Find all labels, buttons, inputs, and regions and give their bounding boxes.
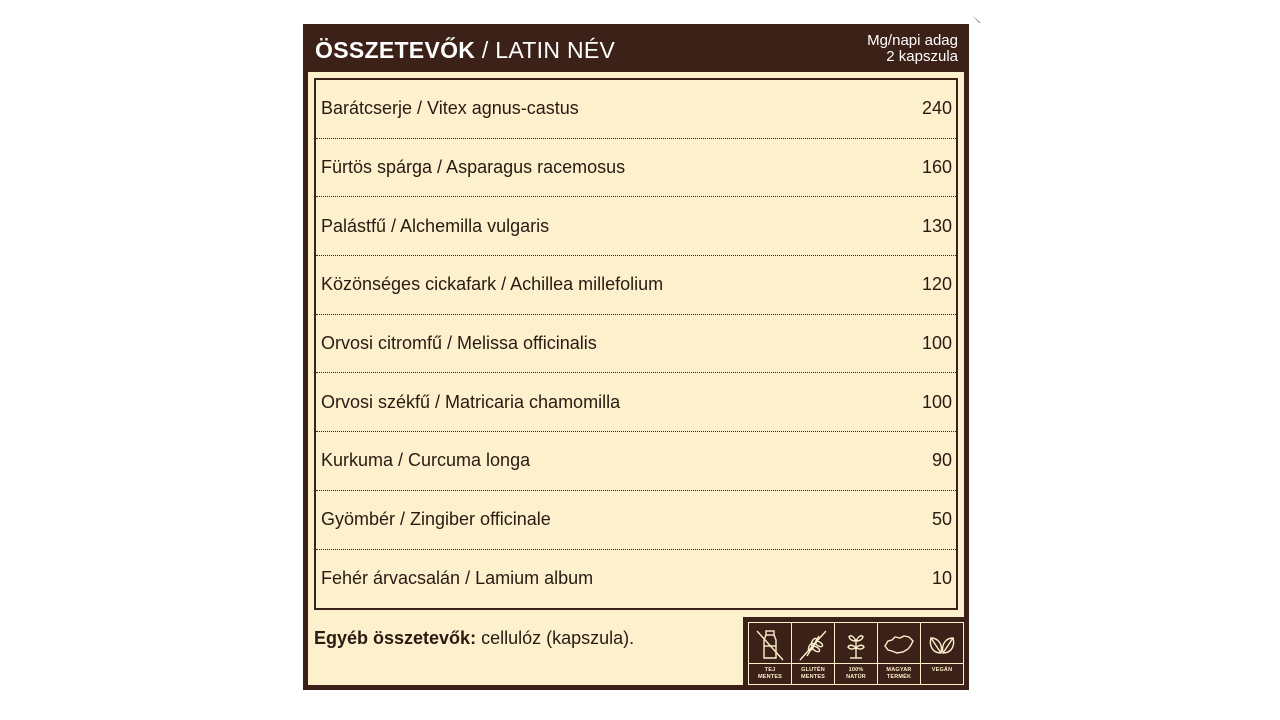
badge-vegan-line2: VEGÁN [931, 667, 953, 673]
table-row [316, 550, 956, 609]
dose-header-line1: Mg/napi adag [867, 32, 958, 49]
ingredient-mg: 50 [931, 509, 952, 530]
ingredient-name: Közönséges cickafark / Achillea millefolium [321, 274, 664, 295]
ingredient-name: Barátcserje / Vitex agnus-castus [321, 98, 579, 119]
ingredients-label [303, 24, 969, 690]
label-body [308, 72, 964, 685]
table-row [316, 491, 956, 550]
badge-gluten-free-line1: GLUTÉN [801, 667, 825, 673]
ingredient-name: Kurkuma / Curcuma longa [321, 450, 531, 471]
table-row [316, 315, 956, 374]
ingredient-name: Gyömbér / Zingiber officinale [321, 509, 551, 530]
badge-natural [835, 623, 878, 684]
ingredient-mg: 100 [921, 391, 952, 412]
leaves-icon [926, 629, 958, 661]
wheat-crossed-icon [798, 629, 828, 661]
ingredient-mg: 10 [931, 568, 952, 589]
badge-dairy-free [749, 623, 792, 684]
ingredient-mg: 120 [921, 274, 952, 295]
header-title-rest: / LATIN NÉV [481, 37, 616, 63]
table-row [316, 256, 956, 315]
table-row [316, 373, 956, 432]
milk-bottle-crossed-icon [755, 629, 785, 661]
badge-panel [743, 617, 969, 690]
ingredient-name: Fehér árvacsalán / Lamium album [321, 568, 594, 589]
dose-header-line2: 2 kapszula [886, 48, 958, 65]
ingredient-mg: 160 [921, 157, 952, 178]
badge-gluten-free-line2: MENTES [800, 674, 826, 680]
other-ingredients [314, 628, 634, 649]
hungary-map-icon [882, 629, 916, 661]
badge-hungarian-line2: TERMÉK [886, 674, 912, 680]
table-row [316, 80, 956, 139]
ingredient-name: Orvosi citromfű / Melissa officinalis [321, 333, 597, 354]
ingredient-name: Fürtös spárga / Asparagus racemosus [321, 157, 626, 178]
table-row [316, 197, 956, 256]
ingredient-mg: 240 [921, 98, 952, 119]
corner-fold-icon [970, 14, 982, 24]
table-row [316, 432, 956, 491]
header-title-bold: ÖSSZETEVŐK [315, 37, 476, 63]
ingredients-table [314, 78, 958, 610]
other-ingredients-value: cellulóz (kapszula). [481, 628, 635, 648]
label-header [303, 24, 969, 72]
ingredient-mg: 130 [921, 215, 952, 236]
plant-sprout-icon [841, 629, 871, 661]
badge-natural-line2: NATÚR [846, 674, 866, 680]
ingredient-mg: 90 [931, 450, 952, 471]
header-title [315, 37, 615, 64]
badge-dairy-free-line1: TEJ [764, 667, 776, 673]
ingredient-mg: 100 [921, 333, 952, 354]
badge-gluten-free [792, 623, 835, 684]
badge-dairy-free-line2: MENTES [757, 674, 783, 680]
badge-hungarian-line1: MAGYAR [886, 667, 912, 673]
badge-vegan [921, 623, 963, 684]
other-ingredients-label: Egyéb összetevők: [314, 628, 477, 648]
ingredient-name: Orvosi székfű / Matricaria chamomilla [321, 391, 621, 412]
table-row [316, 139, 956, 198]
badge-natural-line1: 100% [848, 667, 864, 673]
badge-hungarian [878, 623, 921, 684]
badge-grid [748, 622, 964, 685]
ingredient-name: Palástfű / Alchemilla vulgaris [321, 215, 550, 236]
dose-header [867, 33, 958, 65]
